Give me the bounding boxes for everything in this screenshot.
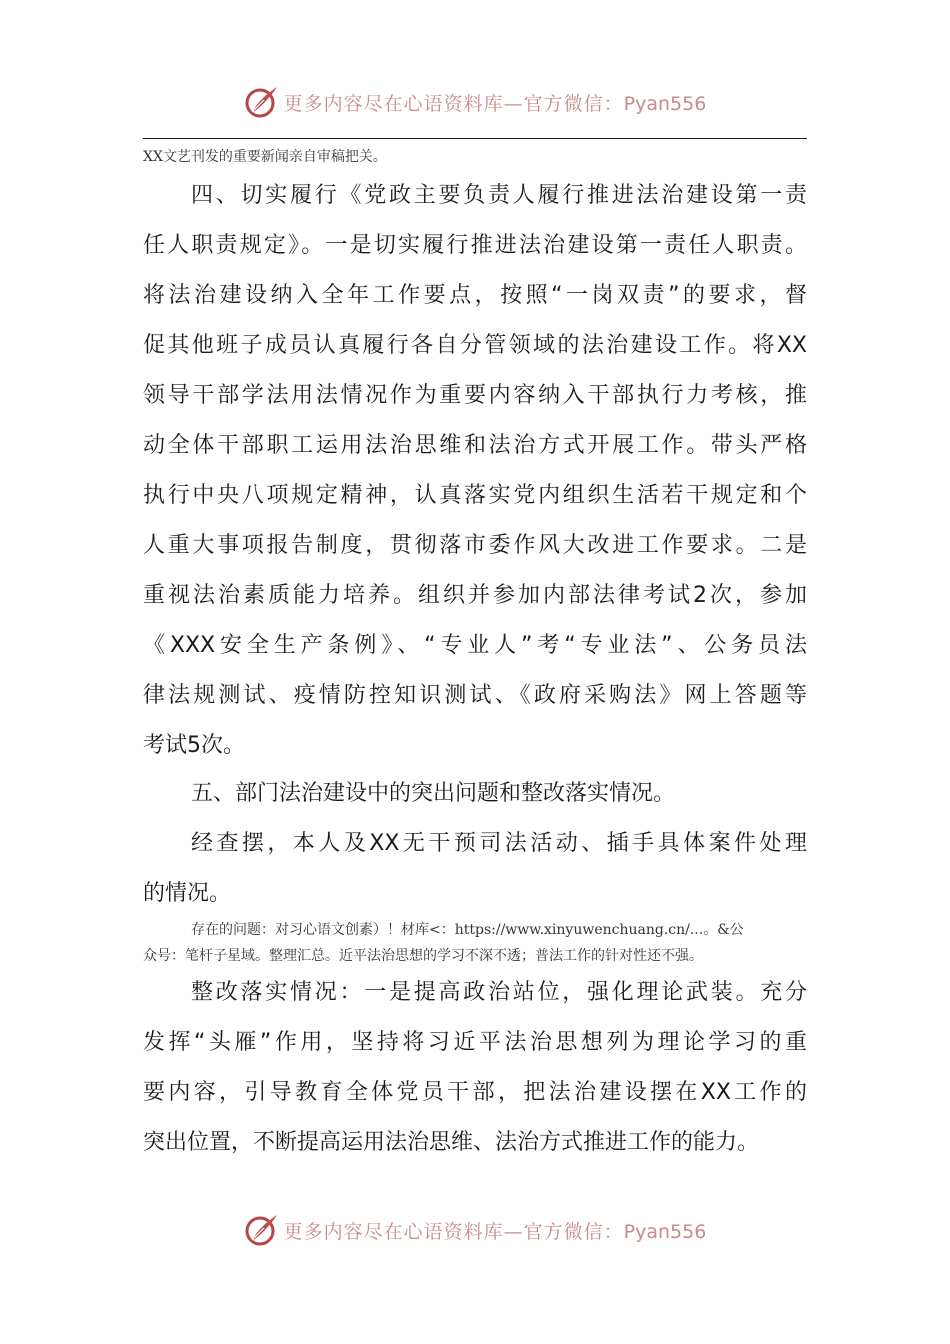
header-rule <box>143 138 807 139</box>
quill-logo-icon <box>244 84 280 120</box>
header-banner <box>0 82 950 122</box>
text-line: 律法规测试、疫情防控知识测试、《政府采购法》网上答题等 <box>143 683 807 708</box>
top-note: XX文艺刊发的重要新闻亲自审稿把关。 <box>143 149 387 165</box>
text-line: 四、切实履行《党政主要负责人履行推进法治建设第一责 <box>191 183 807 208</box>
section5-title <box>143 769 807 819</box>
rectify-paragraph <box>143 968 807 1168</box>
text-line: 《XXX安全生产条例》、“专业人”考“专业法”、公务员法 <box>143 633 807 658</box>
quill-logo-icon <box>244 1212 280 1248</box>
footer-banner <box>0 1210 950 1250</box>
header-wechat-id: Pyan556 <box>623 92 707 115</box>
footer-banner-text: 更多内容尽在心语资料库—官方微信：Pyan556 <box>283 1220 707 1243</box>
text-line: 动全体干部职工运用法治思维和法治方式开展工作。带头严格 <box>143 433 807 458</box>
problems-note <box>143 917 807 969</box>
section4-paragraph <box>143 171 807 771</box>
note-line: 众号：笔杆子星域。整理汇总。近平法治思想的学习不深不透；普法工作的针对性还不强。 <box>143 948 703 964</box>
footer-wechat-id: Pyan556 <box>623 1220 707 1243</box>
text-line: 考试5次。 <box>143 733 245 758</box>
note-line: 存在的问题：对习心语文创素）！材库<：https://www.xinyuwenchuang.cn/...。&公 <box>191 922 744 938</box>
text-line: 将法治建设纳入全年工作要点，按照“一岗双责”的要求，督 <box>143 283 807 308</box>
text-line: 执行中央八项规定精神，认真落实党内组织生活若干规定和个 <box>143 483 807 508</box>
text-line: 促其他班子成员认真履行各自分管领域的法治建设工作。将XX <box>143 333 807 358</box>
check-paragraph <box>143 819 807 919</box>
text-line: 经查摆，本人及XX无干预司法活动、插手具体案件处理 <box>191 831 807 856</box>
header-banner-text: 更多内容尽在心语资料库—官方微信：Pyan556 <box>283 92 707 115</box>
text-line: 人重大事项报告制度，贯彻落市委作风大改进工作要求。二是 <box>143 533 807 558</box>
text-line: 发挥“头雁”作用，坚持将习近平法治思想列为理论学习的重 <box>143 1030 807 1055</box>
text-line: 突出位置，不断提高运用法治思维、法治方式推进工作的能力。 <box>143 1130 760 1155</box>
text-line: 领导干部学法用法情况作为重要内容纳入干部执行力考核，推 <box>143 383 807 408</box>
text-line: 要内容，引导教育全体党员干部，把法治建设摆在XX工作的 <box>143 1080 807 1105</box>
text-line: 任人职责规定》。一是切实履行推进法治建设第一责任人职责。 <box>143 233 807 258</box>
text-line: 的情况。 <box>143 881 232 906</box>
text-line: 五、部门法治建设中的突出问题和整改落实情况。 <box>191 781 676 806</box>
text-line: 重视法治素质能力培养。组织并参加内部法律考试2次，参加 <box>143 583 807 608</box>
text-line: 整改落实情况：一是提高政治站位，强化理论武装。充分 <box>191 980 807 1005</box>
